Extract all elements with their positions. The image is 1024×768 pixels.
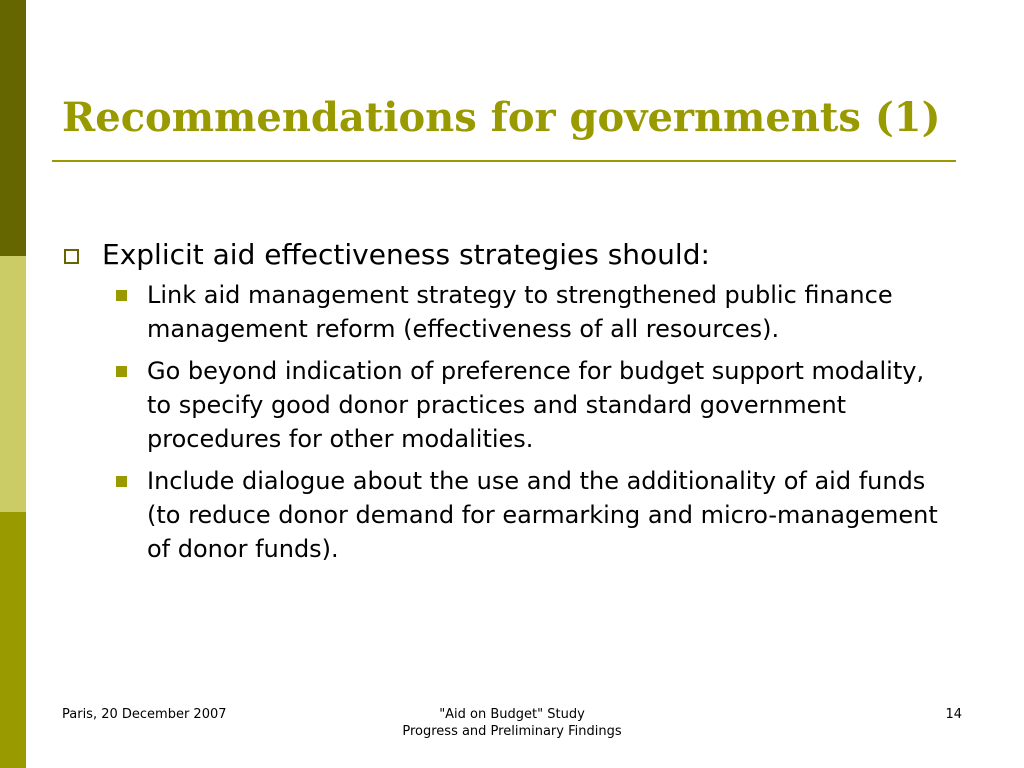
slide-content bbox=[62, 236, 962, 574]
sidebar-band-olive bbox=[0, 512, 26, 768]
sub-bullet bbox=[114, 278, 962, 346]
sub-bullet-text: Include dialogue about the use and the additionality of aid funds (to reduce donor demand for earmarking and micro-management of donor funds). bbox=[147, 467, 938, 563]
filled-square-bullet-icon bbox=[116, 290, 127, 301]
slide-title: Recommendations for governments (1) bbox=[62, 94, 941, 141]
title-underline bbox=[52, 160, 956, 162]
sub-bullet-list bbox=[114, 278, 962, 566]
sub-bullet bbox=[114, 464, 962, 566]
hollow-square-bullet-icon bbox=[64, 249, 79, 264]
footer-study-line1: "Aid on Budget" Study bbox=[439, 707, 585, 722]
sidebar-band-light bbox=[0, 256, 26, 512]
main-bullet bbox=[62, 236, 962, 274]
filled-square-bullet-icon bbox=[116, 366, 127, 377]
sub-bullet bbox=[114, 354, 962, 456]
footer-date: Paris, 20 December 2007 bbox=[62, 707, 227, 722]
filled-square-bullet-icon bbox=[116, 476, 127, 487]
sub-bullet-text: Go beyond indication of preference for budget support modality, to specify good donor practices and standard government procedures for other modalities. bbox=[147, 357, 925, 453]
footer-study-title bbox=[312, 706, 712, 740]
main-bullet-text: Explicit aid effectiveness strategies should: bbox=[102, 238, 710, 271]
sub-bullet-text: Link aid management strategy to strengthened public finance management reform (effectiveness of all resources). bbox=[147, 281, 893, 343]
page-number: 14 bbox=[945, 707, 962, 722]
sidebar-band-dark bbox=[0, 0, 26, 256]
footer-study-line2: Progress and Preliminary Findings bbox=[402, 724, 622, 739]
